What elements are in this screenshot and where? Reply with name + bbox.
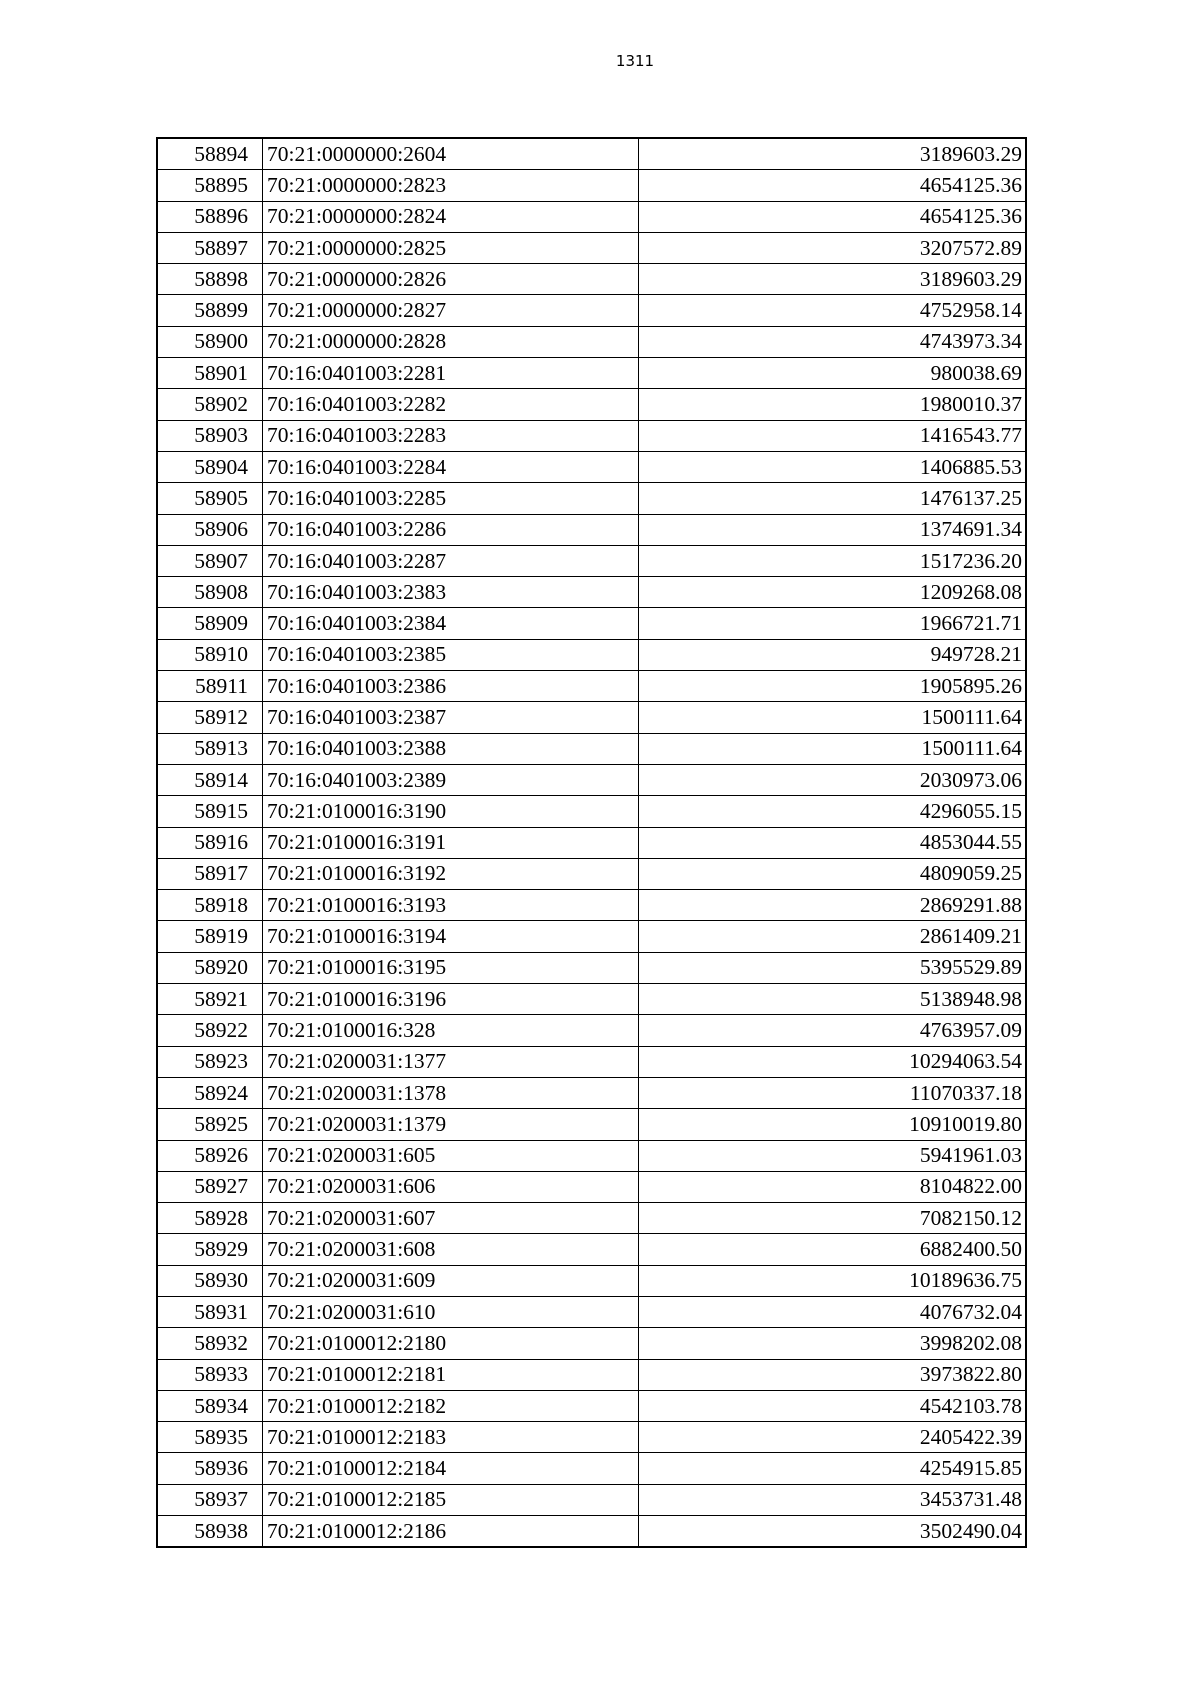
cadastral-number-cell: 70:16:0401003:2387 bbox=[263, 702, 639, 733]
cadastral-value-cell: 4254915.85 bbox=[639, 1453, 1027, 1484]
row-number-cell: 58901 bbox=[157, 358, 263, 389]
row-number-cell: 58894 bbox=[157, 138, 263, 170]
cadastral-number-cell: 70:16:0401003:2282 bbox=[263, 389, 639, 420]
cadastral-number-cell: 70:21:0200031:1378 bbox=[263, 1077, 639, 1108]
cadastral-number-cell: 70:21:0000000:2827 bbox=[263, 295, 639, 326]
table-row bbox=[157, 639, 1026, 670]
table-row bbox=[157, 702, 1026, 733]
cadastral-value-cell: 1374691.34 bbox=[639, 514, 1027, 545]
table-row bbox=[157, 671, 1026, 702]
table-row bbox=[157, 326, 1026, 357]
row-number-cell: 58926 bbox=[157, 1140, 263, 1171]
row-number-cell: 58935 bbox=[157, 1422, 263, 1453]
table-row bbox=[157, 451, 1026, 482]
table-row bbox=[157, 1140, 1026, 1171]
row-number-cell: 58923 bbox=[157, 1046, 263, 1077]
cadastral-number-cell: 70:21:0000000:2823 bbox=[263, 170, 639, 201]
row-number-cell: 58925 bbox=[157, 1109, 263, 1140]
cadastral-value-cell: 3502490.04 bbox=[639, 1516, 1027, 1548]
row-number-cell: 58911 bbox=[157, 671, 263, 702]
row-number-cell: 58904 bbox=[157, 451, 263, 482]
row-number-cell: 58921 bbox=[157, 984, 263, 1015]
cadastral-number-cell: 70:21:0000000:2828 bbox=[263, 326, 639, 357]
row-number-cell: 58937 bbox=[157, 1484, 263, 1515]
table-row bbox=[157, 952, 1026, 983]
cadastral-value-cell: 4752958.14 bbox=[639, 295, 1027, 326]
cadastral-value-cell: 4542103.78 bbox=[639, 1390, 1027, 1421]
row-number-cell: 58896 bbox=[157, 201, 263, 232]
cadastral-value-cell: 3207572.89 bbox=[639, 232, 1027, 263]
cadastral-number-cell: 70:21:0200031:607 bbox=[263, 1203, 639, 1234]
row-number-cell: 58920 bbox=[157, 952, 263, 983]
row-number-cell: 58917 bbox=[157, 858, 263, 889]
row-number-cell: 58903 bbox=[157, 420, 263, 451]
cadastral-value-cell: 1406885.53 bbox=[639, 451, 1027, 482]
row-number-cell: 58932 bbox=[157, 1328, 263, 1359]
cadastral-number-cell: 70:16:0401003:2287 bbox=[263, 545, 639, 576]
cadastral-number-cell: 70:16:0401003:2285 bbox=[263, 483, 639, 514]
cadastral-value-cell: 10910019.80 bbox=[639, 1109, 1027, 1140]
table-row bbox=[157, 170, 1026, 201]
cadastral-value-cell: 4296055.15 bbox=[639, 796, 1027, 827]
cadastral-value-cell: 7082150.12 bbox=[639, 1203, 1027, 1234]
cadastral-value-cell: 8104822.00 bbox=[639, 1171, 1027, 1202]
row-number-cell: 58899 bbox=[157, 295, 263, 326]
cadastral-number-cell: 70:21:0100012:2181 bbox=[263, 1359, 639, 1390]
cadastral-number-cell: 70:21:0200031:606 bbox=[263, 1171, 639, 1202]
row-number-cell: 58906 bbox=[157, 514, 263, 545]
cadastral-value-cell: 4763957.09 bbox=[639, 1015, 1027, 1046]
cadastral-number-cell: 70:21:0100012:2185 bbox=[263, 1484, 639, 1515]
row-number-cell: 58928 bbox=[157, 1203, 263, 1234]
cadastral-value-cell: 1500111.64 bbox=[639, 733, 1027, 764]
table-row bbox=[157, 1046, 1026, 1077]
table-row bbox=[157, 1296, 1026, 1327]
row-number-cell: 58938 bbox=[157, 1516, 263, 1548]
cadastral-number-cell: 70:21:0100016:3191 bbox=[263, 827, 639, 858]
cadastral-number-cell: 70:16:0401003:2384 bbox=[263, 608, 639, 639]
row-number-cell: 58934 bbox=[157, 1390, 263, 1421]
table-row bbox=[157, 1234, 1026, 1265]
table-row bbox=[157, 545, 1026, 576]
table-row bbox=[157, 1390, 1026, 1421]
table-row bbox=[157, 483, 1026, 514]
page-number: 1311 bbox=[615, 52, 655, 70]
cadastral-number-cell: 70:16:0401003:2388 bbox=[263, 733, 639, 764]
cadastral-number-cell: 70:21:0200031:609 bbox=[263, 1265, 639, 1296]
row-number-cell: 58908 bbox=[157, 577, 263, 608]
cadastral-value-cell: 3189603.29 bbox=[639, 264, 1027, 295]
cadastral-number-cell: 70:21:0100012:2184 bbox=[263, 1453, 639, 1484]
table-row bbox=[157, 138, 1026, 170]
row-number-cell: 58936 bbox=[157, 1453, 263, 1484]
table-row bbox=[157, 577, 1026, 608]
row-number-cell: 58913 bbox=[157, 733, 263, 764]
cadastral-value-cell: 1966721.71 bbox=[639, 608, 1027, 639]
row-number-cell: 58914 bbox=[157, 764, 263, 795]
cadastral-value-table bbox=[156, 137, 1027, 1548]
cadastral-number-cell: 70:16:0401003:2281 bbox=[263, 358, 639, 389]
table-row bbox=[157, 1328, 1026, 1359]
cadastral-number-cell: 70:21:0100012:2183 bbox=[263, 1422, 639, 1453]
cadastral-value-cell: 1500111.64 bbox=[639, 702, 1027, 733]
cadastral-value-cell: 4654125.36 bbox=[639, 201, 1027, 232]
row-number-cell: 58933 bbox=[157, 1359, 263, 1390]
cadastral-value-cell: 2405422.39 bbox=[639, 1422, 1027, 1453]
row-number-cell: 58895 bbox=[157, 170, 263, 201]
cadastral-number-cell: 70:21:0200031:608 bbox=[263, 1234, 639, 1265]
row-number-cell: 58918 bbox=[157, 890, 263, 921]
table-row bbox=[157, 733, 1026, 764]
cadastral-value-cell: 3453731.48 bbox=[639, 1484, 1027, 1515]
row-number-cell: 58922 bbox=[157, 1015, 263, 1046]
cadastral-number-cell: 70:21:0100016:3190 bbox=[263, 796, 639, 827]
cadastral-value-cell: 1416543.77 bbox=[639, 420, 1027, 451]
table-row bbox=[157, 264, 1026, 295]
cadastral-number-cell: 70:21:0100016:3193 bbox=[263, 890, 639, 921]
row-number-cell: 58912 bbox=[157, 702, 263, 733]
cadastral-number-cell: 70:21:0100012:2186 bbox=[263, 1516, 639, 1548]
cadastral-value-cell: 10189636.75 bbox=[639, 1265, 1027, 1296]
cadastral-number-cell: 70:21:0000000:2824 bbox=[263, 201, 639, 232]
cadastral-value-cell: 1476137.25 bbox=[639, 483, 1027, 514]
row-number-cell: 58931 bbox=[157, 1296, 263, 1327]
cadastral-value-cell: 5941961.03 bbox=[639, 1140, 1027, 1171]
cadastral-number-cell: 70:21:0000000:2826 bbox=[263, 264, 639, 295]
cadastral-number-cell: 70:21:0100012:2180 bbox=[263, 1328, 639, 1359]
cadastral-value-cell: 4743973.34 bbox=[639, 326, 1027, 357]
cadastral-value-cell: 5138948.98 bbox=[639, 984, 1027, 1015]
table-row bbox=[157, 1516, 1026, 1548]
cadastral-number-cell: 70:16:0401003:2284 bbox=[263, 451, 639, 482]
cadastral-value-cell: 6882400.50 bbox=[639, 1234, 1027, 1265]
row-number-cell: 58915 bbox=[157, 796, 263, 827]
table-row bbox=[157, 764, 1026, 795]
table-row bbox=[157, 827, 1026, 858]
cadastral-value-cell: 2030973.06 bbox=[639, 764, 1027, 795]
table-row bbox=[157, 358, 1026, 389]
cadastral-number-cell: 70:21:0100012:2182 bbox=[263, 1390, 639, 1421]
row-number-cell: 58916 bbox=[157, 827, 263, 858]
cadastral-number-cell: 70:21:0000000:2604 bbox=[263, 138, 639, 170]
table-row bbox=[157, 921, 1026, 952]
cadastral-number-cell: 70:21:0200031:610 bbox=[263, 1296, 639, 1327]
table-row bbox=[157, 201, 1026, 232]
table-row bbox=[157, 796, 1026, 827]
cadastral-value-cell: 2861409.21 bbox=[639, 921, 1027, 952]
cadastral-number-cell: 70:21:0200031:605 bbox=[263, 1140, 639, 1171]
cadastral-value-cell: 1905895.26 bbox=[639, 671, 1027, 702]
cadastral-value-cell: 1517236.20 bbox=[639, 545, 1027, 576]
table-row bbox=[157, 420, 1026, 451]
cadastral-number-cell: 70:21:0100016:3195 bbox=[263, 952, 639, 983]
cadastral-number-cell: 70:16:0401003:2283 bbox=[263, 420, 639, 451]
table-row bbox=[157, 890, 1026, 921]
cadastral-value-cell: 11070337.18 bbox=[639, 1077, 1027, 1108]
cadastral-number-cell: 70:16:0401003:2383 bbox=[263, 577, 639, 608]
table-row bbox=[157, 858, 1026, 889]
cadastral-value-cell: 3998202.08 bbox=[639, 1328, 1027, 1359]
cadastral-value-cell: 3973822.80 bbox=[639, 1359, 1027, 1390]
cadastral-number-cell: 70:16:0401003:2389 bbox=[263, 764, 639, 795]
cadastral-number-cell: 70:21:0200031:1379 bbox=[263, 1109, 639, 1140]
cadastral-number-cell: 70:21:0000000:2825 bbox=[263, 232, 639, 263]
cadastral-value-cell: 980038.69 bbox=[639, 358, 1027, 389]
table-row bbox=[157, 1359, 1026, 1390]
table-row bbox=[157, 1453, 1026, 1484]
cadastral-number-cell: 70:21:0100016:3192 bbox=[263, 858, 639, 889]
row-number-cell: 58919 bbox=[157, 921, 263, 952]
cadastral-number-cell: 70:21:0200031:1377 bbox=[263, 1046, 639, 1077]
row-number-cell: 58909 bbox=[157, 608, 263, 639]
cadastral-number-cell: 70:21:0100016:3194 bbox=[263, 921, 639, 952]
row-number-cell: 58897 bbox=[157, 232, 263, 263]
cadastral-number-cell: 70:16:0401003:2286 bbox=[263, 514, 639, 545]
cadastral-value-cell: 4853044.55 bbox=[639, 827, 1027, 858]
table-row bbox=[157, 514, 1026, 545]
table-row bbox=[157, 1265, 1026, 1296]
table-row bbox=[157, 1109, 1026, 1140]
cadastral-value-cell: 5395529.89 bbox=[639, 952, 1027, 983]
row-number-cell: 58927 bbox=[157, 1171, 263, 1202]
cadastral-value-cell: 1209268.08 bbox=[639, 577, 1027, 608]
cadastral-value-cell: 4076732.04 bbox=[639, 1296, 1027, 1327]
table-row bbox=[157, 1484, 1026, 1515]
table-row bbox=[157, 1077, 1026, 1108]
table-body bbox=[157, 138, 1026, 1547]
table-row bbox=[157, 295, 1026, 326]
cadastral-value-cell: 2869291.88 bbox=[639, 890, 1027, 921]
row-number-cell: 58910 bbox=[157, 639, 263, 670]
row-number-cell: 58902 bbox=[157, 389, 263, 420]
row-number-cell: 58924 bbox=[157, 1077, 263, 1108]
cadastral-value-cell: 4809059.25 bbox=[639, 858, 1027, 889]
row-number-cell: 58930 bbox=[157, 1265, 263, 1296]
row-number-cell: 58900 bbox=[157, 326, 263, 357]
cadastral-number-cell: 70:16:0401003:2386 bbox=[263, 671, 639, 702]
table-row bbox=[157, 984, 1026, 1015]
cadastral-number-cell: 70:16:0401003:2385 bbox=[263, 639, 639, 670]
row-number-cell: 58929 bbox=[157, 1234, 263, 1265]
cadastral-value-cell: 4654125.36 bbox=[639, 170, 1027, 201]
cadastral-number-cell: 70:21:0100016:3196 bbox=[263, 984, 639, 1015]
table-row bbox=[157, 1203, 1026, 1234]
table-row bbox=[157, 1015, 1026, 1046]
cadastral-number-cell: 70:21:0100016:328 bbox=[263, 1015, 639, 1046]
row-number-cell: 58907 bbox=[157, 545, 263, 576]
row-number-cell: 58898 bbox=[157, 264, 263, 295]
table-row bbox=[157, 232, 1026, 263]
cadastral-value-cell: 949728.21 bbox=[639, 639, 1027, 670]
table-row bbox=[157, 1422, 1026, 1453]
table-row bbox=[157, 608, 1026, 639]
cadastral-value-cell: 3189603.29 bbox=[639, 138, 1027, 170]
row-number-cell: 58905 bbox=[157, 483, 263, 514]
table-row bbox=[157, 389, 1026, 420]
cadastral-value-cell: 10294063.54 bbox=[639, 1046, 1027, 1077]
table-row bbox=[157, 1171, 1026, 1202]
cadastral-value-cell: 1980010.37 bbox=[639, 389, 1027, 420]
